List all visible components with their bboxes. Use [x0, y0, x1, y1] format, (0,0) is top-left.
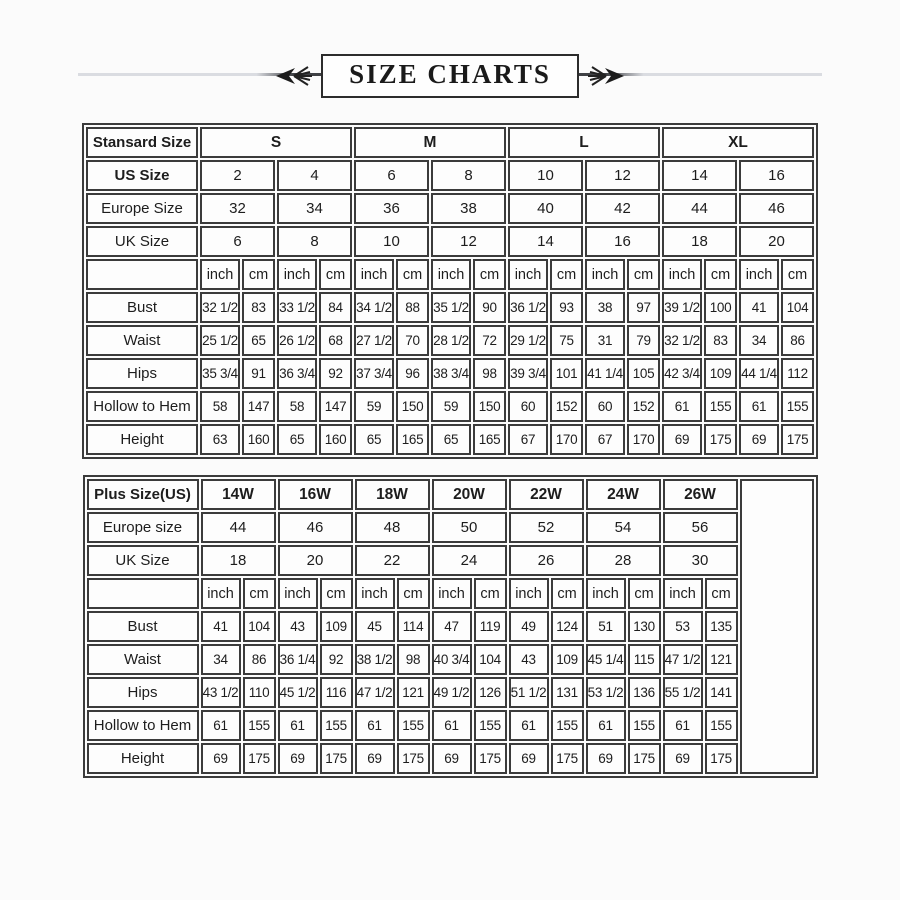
measure-value-cell: 65 — [277, 424, 317, 455]
measure-value-cell: 45 — [355, 611, 395, 642]
size-group-cell: 20W — [432, 479, 507, 510]
measure-row — [86, 292, 814, 323]
corner-label-cell: Stansard Size — [86, 127, 198, 158]
measure-row — [87, 644, 814, 675]
unit-cell: cm — [397, 578, 430, 609]
measure-value-cell: 98 — [473, 358, 506, 389]
measure-value-cell: 90 — [473, 292, 506, 323]
size-value-cell: 4 — [277, 160, 352, 191]
measure-row — [87, 611, 814, 642]
size-group-cell: 22W — [509, 479, 584, 510]
size-value-cell: 18 — [662, 226, 737, 257]
size-value-cell: 32 — [200, 193, 275, 224]
size-value-cell: 20 — [739, 226, 814, 257]
measure-value-cell: 45 1/2 — [278, 677, 318, 708]
measure-value-cell: 47 1/2 — [355, 677, 395, 708]
size-value-cell: 28 — [586, 545, 661, 576]
measure-row — [87, 743, 814, 774]
row-label-cell: Europe Size — [86, 193, 198, 224]
measure-value-cell: 119 — [474, 611, 507, 642]
unit-cell: inch — [739, 259, 779, 290]
measure-value-cell: 69 — [739, 424, 779, 455]
size-group-cell: 26W — [663, 479, 738, 510]
row-label-cell: Hollow to Hem — [86, 391, 198, 422]
row-label-cell: Europe size — [87, 512, 199, 543]
measure-value-cell: 60 — [585, 391, 625, 422]
row-label-cell: Height — [86, 424, 198, 455]
measure-value-cell: 147 — [242, 391, 275, 422]
size-value-cell: 22 — [355, 545, 430, 576]
measure-value-cell: 69 — [201, 743, 241, 774]
measure-value-cell: 40 3/4 — [432, 644, 472, 675]
measure-value-cell: 175 — [551, 743, 584, 774]
measure-value-cell: 47 — [432, 611, 472, 642]
unit-cell: inch — [354, 259, 394, 290]
measure-value-cell: 116 — [320, 677, 353, 708]
size-value-cell: 6 — [200, 226, 275, 257]
measure-value-cell: 41 — [201, 611, 241, 642]
measure-value-cell: 126 — [474, 677, 507, 708]
measure-value-cell: 68 — [319, 325, 352, 356]
size-value-cell: 16 — [739, 160, 814, 191]
measure-value-cell: 61 — [509, 710, 549, 741]
unit-cell: inch — [663, 578, 703, 609]
measure-value-cell: 55 1/2 — [663, 677, 703, 708]
unit-cell: cm — [627, 259, 660, 290]
size-value-cell: 34 — [277, 193, 352, 224]
unit-cell: cm — [320, 578, 353, 609]
filler-cell — [740, 479, 814, 774]
measure-value-cell: 92 — [320, 644, 353, 675]
title-center — [0, 54, 900, 98]
measure-value-cell: 69 — [509, 743, 549, 774]
measure-value-cell: 109 — [704, 358, 737, 389]
measure-value-cell: 104 — [243, 611, 276, 642]
size-row — [86, 226, 814, 257]
measure-value-cell: 53 — [663, 611, 703, 642]
size-value-cell: 38 — [431, 193, 506, 224]
row-label-cell: Bust — [87, 611, 199, 642]
size-value-cell: 50 — [432, 512, 507, 543]
measure-value-cell: 44 1/4 — [739, 358, 779, 389]
empty-corner-cell — [86, 259, 198, 290]
measure-value-cell: 38 3/4 — [431, 358, 471, 389]
empty-corner-cell — [87, 578, 199, 609]
size-row — [87, 512, 814, 543]
unit-cell: inch — [586, 578, 626, 609]
size-value-cell: 24 — [432, 545, 507, 576]
size-value-cell: 10 — [354, 226, 429, 257]
size-value-cell: 18 — [201, 545, 276, 576]
measure-value-cell: 34 — [201, 644, 241, 675]
measure-value-cell: 136 — [628, 677, 661, 708]
measure-value-cell: 35 1/2 — [431, 292, 471, 323]
size-value-cell: 2 — [200, 160, 275, 191]
measure-value-cell: 170 — [550, 424, 583, 455]
measure-value-cell: 61 — [663, 710, 703, 741]
measure-value-cell: 155 — [243, 710, 276, 741]
measure-value-cell: 86 — [781, 325, 814, 356]
row-label-cell: Hollow to Hem — [87, 710, 199, 741]
measure-value-cell: 58 — [277, 391, 317, 422]
measure-value-cell: 34 1/2 — [354, 292, 394, 323]
measure-value-cell: 69 — [662, 424, 702, 455]
measure-value-cell: 67 — [585, 424, 625, 455]
measure-value-cell: 91 — [242, 358, 275, 389]
measure-value-cell: 79 — [627, 325, 660, 356]
measure-value-cell: 175 — [628, 743, 661, 774]
measure-value-cell: 69 — [355, 743, 395, 774]
measure-value-cell: 109 — [551, 644, 584, 675]
row-label-cell: UK Size — [86, 226, 198, 257]
size-group-cell: 18W — [355, 479, 430, 510]
plus-size-table — [83, 475, 818, 778]
size-value-cell: 54 — [586, 512, 661, 543]
row-label-cell: Height — [87, 743, 199, 774]
measure-value-cell: 35 3/4 — [200, 358, 240, 389]
size-group-cell: 14W — [201, 479, 276, 510]
measure-value-cell: 121 — [705, 644, 738, 675]
measure-value-cell: 83 — [242, 292, 275, 323]
measure-value-cell: 112 — [781, 358, 814, 389]
size-value-cell: 52 — [509, 512, 584, 543]
measure-row — [86, 325, 814, 356]
measure-value-cell: 100 — [704, 292, 737, 323]
unit-cell: cm — [551, 578, 584, 609]
measure-value-cell: 69 — [663, 743, 703, 774]
measure-value-cell: 61 — [278, 710, 318, 741]
size-value-cell: 56 — [663, 512, 738, 543]
size-group-cell: 16W — [278, 479, 353, 510]
row-label-cell: Bust — [86, 292, 198, 323]
measure-value-cell: 160 — [242, 424, 275, 455]
measure-value-cell: 109 — [320, 611, 353, 642]
measure-value-cell: 72 — [473, 325, 506, 356]
unit-cell: cm — [781, 259, 814, 290]
size-value-cell: 48 — [355, 512, 430, 543]
measure-value-cell: 155 — [628, 710, 661, 741]
size-value-cell: 46 — [739, 193, 814, 224]
measure-value-cell: 97 — [627, 292, 660, 323]
size-group-cell: S — [200, 127, 352, 158]
measure-value-cell: 67 — [508, 424, 548, 455]
measure-value-cell: 69 — [278, 743, 318, 774]
measure-value-cell: 41 1/4 — [585, 358, 625, 389]
measure-value-cell: 92 — [319, 358, 352, 389]
measure-value-cell: 61 — [739, 391, 779, 422]
measure-value-cell: 29 1/2 — [508, 325, 548, 356]
unit-cell: inch — [278, 578, 318, 609]
unit-cell: cm — [628, 578, 661, 609]
size-value-cell: 36 — [354, 193, 429, 224]
measure-value-cell: 104 — [781, 292, 814, 323]
size-value-cell: 6 — [354, 160, 429, 191]
size-group-cell: M — [354, 127, 506, 158]
measure-value-cell: 43 — [509, 644, 549, 675]
measure-value-cell: 104 — [474, 644, 507, 675]
measure-value-cell: 175 — [397, 743, 430, 774]
size-value-cell: 12 — [585, 160, 660, 191]
unit-cell: inch — [509, 578, 549, 609]
measure-value-cell: 155 — [397, 710, 430, 741]
measure-value-cell: 69 — [586, 743, 626, 774]
measure-value-cell: 124 — [551, 611, 584, 642]
size-value-cell: 8 — [431, 160, 506, 191]
unit-row — [87, 578, 814, 609]
measure-value-cell: 39 3/4 — [508, 358, 548, 389]
measure-value-cell: 41 — [739, 292, 779, 323]
measure-value-cell: 88 — [396, 292, 429, 323]
unit-cell: cm — [242, 259, 275, 290]
measure-value-cell: 135 — [705, 611, 738, 642]
measure-value-cell: 63 — [200, 424, 240, 455]
size-value-cell: 26 — [509, 545, 584, 576]
measure-value-cell: 59 — [431, 391, 471, 422]
measure-value-cell: 36 1/4 — [278, 644, 318, 675]
unit-cell: inch — [277, 259, 317, 290]
measure-value-cell: 61 — [432, 710, 472, 741]
size-value-cell: 8 — [277, 226, 352, 257]
unit-row — [86, 259, 814, 290]
row-label-cell: Hips — [86, 358, 198, 389]
measure-value-cell: 47 1/2 — [663, 644, 703, 675]
measure-value-cell: 84 — [319, 292, 352, 323]
measure-value-cell: 38 1/2 — [355, 644, 395, 675]
measure-value-cell: 25 1/2 — [200, 325, 240, 356]
measure-value-cell: 155 — [705, 710, 738, 741]
measure-value-cell: 32 1/2 — [662, 325, 702, 356]
measure-value-cell: 39 1/2 — [662, 292, 702, 323]
unit-cell: cm — [319, 259, 352, 290]
measure-value-cell: 33 1/2 — [277, 292, 317, 323]
measure-value-cell: 98 — [397, 644, 430, 675]
size-value-cell: 14 — [662, 160, 737, 191]
measure-value-cell: 61 — [201, 710, 241, 741]
size-group-cell: XL — [662, 127, 814, 158]
fleuron-arrow-left-icon — [276, 64, 312, 88]
unit-cell: inch — [355, 578, 395, 609]
measure-value-cell: 165 — [473, 424, 506, 455]
measure-row — [86, 358, 814, 389]
measure-value-cell: 45 1/4 — [586, 644, 626, 675]
measure-value-cell: 155 — [704, 391, 737, 422]
measure-value-cell: 65 — [431, 424, 471, 455]
measure-value-cell: 155 — [474, 710, 507, 741]
measure-value-cell: 65 — [354, 424, 394, 455]
measure-value-cell: 53 1/2 — [586, 677, 626, 708]
measure-value-cell: 175 — [781, 424, 814, 455]
measure-value-cell: 121 — [397, 677, 430, 708]
row-label-cell: UK Size — [87, 545, 199, 576]
measure-value-cell: 83 — [704, 325, 737, 356]
measure-value-cell: 114 — [397, 611, 430, 642]
measure-value-cell: 96 — [396, 358, 429, 389]
measure-row — [87, 677, 814, 708]
row-label-cell: Waist — [86, 325, 198, 356]
measure-value-cell: 101 — [550, 358, 583, 389]
fleuron-arrow-right-icon — [588, 64, 624, 88]
unit-cell: inch — [201, 578, 241, 609]
size-group-cell: L — [508, 127, 660, 158]
measure-value-cell: 65 — [242, 325, 275, 356]
measure-value-cell: 59 — [354, 391, 394, 422]
standard-size-table — [82, 123, 818, 459]
measure-value-cell: 75 — [550, 325, 583, 356]
unit-cell: inch — [662, 259, 702, 290]
row-label-cell: Waist — [87, 644, 199, 675]
measure-value-cell: 26 1/2 — [277, 325, 317, 356]
measure-value-cell: 175 — [243, 743, 276, 774]
measure-value-cell: 51 — [586, 611, 626, 642]
measure-value-cell: 170 — [627, 424, 660, 455]
measure-value-cell: 131 — [551, 677, 584, 708]
measure-value-cell: 155 — [781, 391, 814, 422]
measure-value-cell: 165 — [396, 424, 429, 455]
measure-value-cell: 58 — [200, 391, 240, 422]
measure-value-cell: 152 — [627, 391, 660, 422]
unit-cell: cm — [473, 259, 506, 290]
measure-value-cell: 130 — [628, 611, 661, 642]
unit-cell: inch — [585, 259, 625, 290]
size-value-cell: 46 — [278, 512, 353, 543]
size-value-cell: 16 — [585, 226, 660, 257]
measure-value-cell: 175 — [320, 743, 353, 774]
title-box — [321, 54, 579, 98]
size-value-cell: 44 — [662, 193, 737, 224]
measure-value-cell: 93 — [550, 292, 583, 323]
size-value-cell: 30 — [663, 545, 738, 576]
size-group-cell: 24W — [586, 479, 661, 510]
measure-value-cell: 155 — [551, 710, 584, 741]
measure-value-cell: 175 — [474, 743, 507, 774]
measure-value-cell: 160 — [319, 424, 352, 455]
measure-value-cell: 61 — [586, 710, 626, 741]
header-row — [87, 479, 814, 510]
measure-value-cell: 150 — [396, 391, 429, 422]
measure-value-cell: 31 — [585, 325, 625, 356]
measure-value-cell: 34 — [739, 325, 779, 356]
measure-value-cell: 115 — [628, 644, 661, 675]
unit-cell: cm — [396, 259, 429, 290]
measure-value-cell: 60 — [508, 391, 548, 422]
size-value-cell: 10 — [508, 160, 583, 191]
header-row — [86, 127, 814, 158]
size-value-cell: 14 — [508, 226, 583, 257]
measure-row — [86, 424, 814, 455]
measure-value-cell: 36 3/4 — [277, 358, 317, 389]
measure-value-cell: 61 — [355, 710, 395, 741]
row-label-cell: Hips — [87, 677, 199, 708]
size-value-cell: 40 — [508, 193, 583, 224]
measure-value-cell: 175 — [705, 743, 738, 774]
measure-value-cell: 38 — [585, 292, 625, 323]
unit-cell: cm — [705, 578, 738, 609]
unit-cell: cm — [474, 578, 507, 609]
measure-value-cell: 42 3/4 — [662, 358, 702, 389]
measure-value-cell: 69 — [432, 743, 472, 774]
measure-row — [87, 710, 814, 741]
measure-value-cell: 43 — [278, 611, 318, 642]
measure-value-cell: 86 — [243, 644, 276, 675]
size-row — [87, 545, 814, 576]
size-value-cell: 44 — [201, 512, 276, 543]
measure-value-cell: 141 — [705, 677, 738, 708]
measure-value-cell: 51 1/2 — [509, 677, 549, 708]
measure-value-cell: 147 — [319, 391, 352, 422]
row-label-cell: US Size — [86, 160, 198, 191]
measure-value-cell: 37 3/4 — [354, 358, 394, 389]
measure-value-cell: 49 1/2 — [432, 677, 472, 708]
unit-cell: inch — [432, 578, 472, 609]
measure-value-cell: 110 — [243, 677, 276, 708]
measure-value-cell: 43 1/2 — [201, 677, 241, 708]
measure-row — [86, 391, 814, 422]
measure-value-cell: 150 — [473, 391, 506, 422]
unit-cell: cm — [704, 259, 737, 290]
unit-cell: cm — [550, 259, 583, 290]
measure-value-cell: 105 — [627, 358, 660, 389]
measure-value-cell: 32 1/2 — [200, 292, 240, 323]
unit-cell: inch — [431, 259, 471, 290]
corner-label-cell: Plus Size(US) — [87, 479, 199, 510]
measure-value-cell: 175 — [704, 424, 737, 455]
size-value-cell: 20 — [278, 545, 353, 576]
measure-value-cell: 61 — [662, 391, 702, 422]
size-value-cell: 42 — [585, 193, 660, 224]
measure-value-cell: 152 — [550, 391, 583, 422]
unit-cell: cm — [243, 578, 276, 609]
title-banner — [0, 54, 900, 98]
page-title: SIZE CHARTS — [349, 59, 551, 89]
size-row — [86, 160, 814, 191]
size-row — [86, 193, 814, 224]
size-value-cell: 12 — [431, 226, 506, 257]
unit-cell: inch — [508, 259, 548, 290]
measure-value-cell: 28 1/2 — [431, 325, 471, 356]
measure-value-cell: 49 — [509, 611, 549, 642]
measure-value-cell: 155 — [320, 710, 353, 741]
unit-cell: inch — [200, 259, 240, 290]
measure-value-cell: 36 1/2 — [508, 292, 548, 323]
measure-value-cell: 70 — [396, 325, 429, 356]
measure-value-cell: 27 1/2 — [354, 325, 394, 356]
